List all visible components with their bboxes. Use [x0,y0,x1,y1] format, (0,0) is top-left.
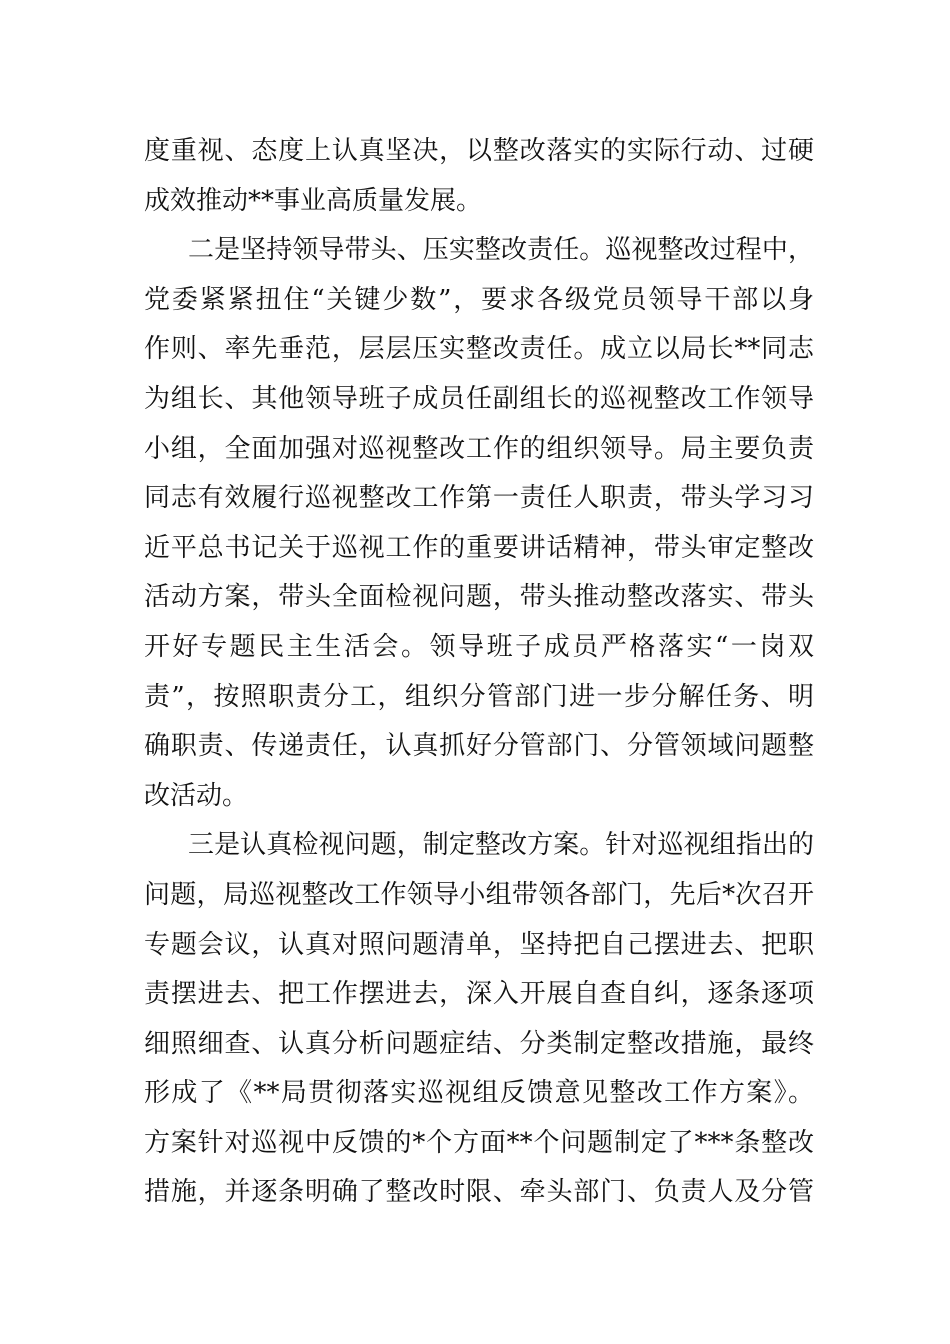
text-line: 改活动。 [144,780,249,811]
text-line: 确职责、传递责任，认真抓好分管部门、分管领域问题整 [144,731,814,762]
text-line: 成效推动**事业高质量发展。 [144,185,483,216]
text-line: 问题，局巡视整改工作领导小组带领各部门，先后*次召开 [144,879,814,910]
text-line: 近平总书记关于巡视工作的重要讲话精神，带头审定整改 [144,532,814,563]
text-line: 细照细查、认真分析问题症结、分类制定整改措施，最终 [144,1028,814,1059]
text-line: 责摆进去、把工作摆进去，深入开展自查自纠，逐条逐项 [144,979,814,1010]
text-line: 为组长、其他领导班子成员任副组长的巡视整改工作领导 [144,383,814,414]
text-line: 专题会议，认真对照问题清单，坚持把自己摆进去、把职 [144,929,814,960]
body-text [144,127,814,1218]
paragraph-start-line: 三是认真检视问题，制定整改方案。针对巡视组指出的 [188,830,814,861]
text-line: 作则、率先垂范，层层压实整改责任。成立以局长**同志 [144,334,814,365]
text-line: 形成了《**局贯彻落实巡视组反馈意见整改工作方案》。 [144,1078,814,1109]
text-line: 党委紧紧扭住“关键少数”，要求各级党员领导干部以身 [144,284,814,315]
text-line: 小组，全面加强对巡视整改工作的组织领导。局主要负责 [144,433,814,464]
text-line: 方案针对巡视中反馈的*个方面**个问题制定了***条整改 [144,1127,814,1158]
text-line: 措施，并逐条明确了整改时限、牵头部门、负责人及分管 [144,1177,814,1208]
text-line: 同志有效履行巡视整改工作第一责任人职责，带头学习习 [144,483,814,514]
paragraph-start-line: 二是坚持领导带头、压实整改责任。巡视整改过程中， [188,235,814,266]
text-line: 活动方案，带头全面检视问题，带头推动整改落实、带头 [144,582,814,613]
text-line: 开好专题民主生活会。领导班子成员严格落实“一岗双 [144,631,814,662]
text-line: 责”，按照职责分工，组织分管部门进一步分解任务、明 [144,681,814,712]
text-line: 度重视、态度上认真坚决，以整改落实的实际行动、过硬 [144,136,814,166]
